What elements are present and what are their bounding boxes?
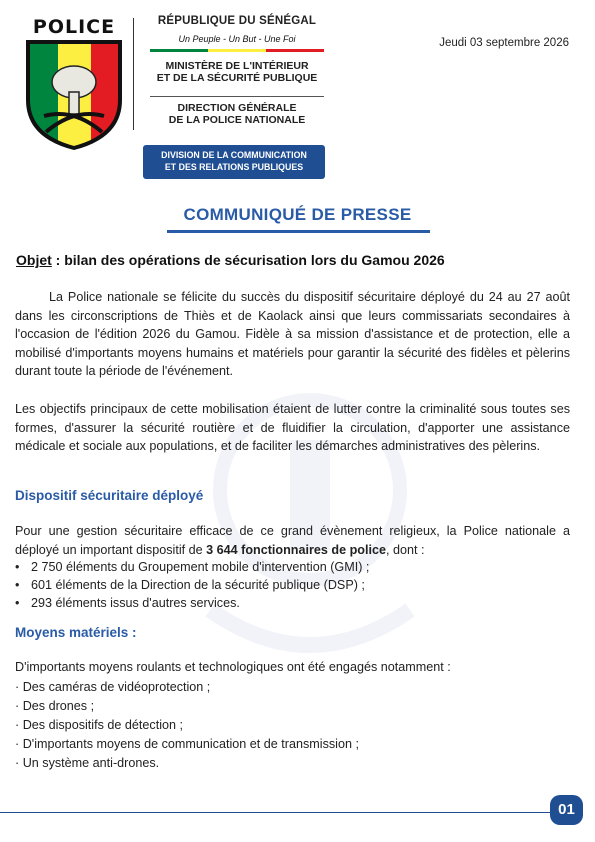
police-logo <box>20 16 128 136</box>
division-badge <box>143 145 325 179</box>
document-date: Jeudi 03 septembre 2026 <box>439 37 569 49</box>
flag-color-rule <box>150 49 324 52</box>
ministry-name <box>138 60 336 84</box>
list-item-text: 293 éléments issus d'autres services. <box>31 596 240 610</box>
list-item: · Un système anti-drones. <box>15 756 160 770</box>
list-item: · D'importants moyens de communication et de transmission ; <box>15 737 359 751</box>
list-item: · Des dispositifs de détection ; <box>15 718 183 732</box>
header-separator <box>150 96 324 97</box>
subject-text: bilan des opérations de sécurisation lors du Gamou 2026 <box>64 252 445 268</box>
page-number: 01 <box>550 795 583 825</box>
division-line-2: ET DES RELATIONS PUBLIQUES <box>164 161 304 172</box>
dispositif-text-start: Pour une gestion sécuritaire efficace de ce grand évènement religieux, la Police nationale a déployé un important dispositif de <box>15 524 570 557</box>
section-heading-moyens: Moyens matériels : <box>15 625 137 640</box>
bullet-icon: • <box>15 596 20 610</box>
direction-name <box>138 102 336 126</box>
ministry-line-2: ET DE LA SÉCURITÉ PUBLIQUE <box>156 72 318 84</box>
list-item: · Des drones ; <box>15 699 95 713</box>
list-item-text: 2 750 éléments du Groupement mobile d'intervention (GMI) ; <box>31 560 370 574</box>
page-title: COMMUNIQUÉ DE PRESSE <box>183 205 412 224</box>
direction-line-2: DE LA POLICE NATIONALE <box>168 114 306 126</box>
dispositif-total: 3 644 fonctionnaires de police <box>206 542 386 557</box>
paragraph-objectives: Les objectifs principaux de cette mobilisation étaient de lutter contre la criminalité sous toutes ses formes, d'assurer la sécurité routière et de fluidifier la circulation, d'apporter une assistance médicale et sociale aux populations, et de faciliter les démarches administratives des pèlerins. <box>15 402 570 454</box>
section-heading-dispositif: Dispositif sécuritaire déployé <box>15 488 204 503</box>
paragraph-moyens: D'importants moyens roulants et technologiques ont été engagés notamment : <box>15 660 451 674</box>
logo-wordmark: POLICE <box>32 16 116 38</box>
subject-label: Objet <box>16 252 52 268</box>
police-shield-icon <box>24 38 124 152</box>
list-item <box>15 558 369 577</box>
title-underline <box>167 230 430 233</box>
footer-rule <box>0 812 550 813</box>
subject-separator: : <box>51 252 65 268</box>
bullet-icon: • <box>15 560 20 574</box>
paragraph-intro: La Police nationale se félicite du succès du dispositif sécuritaire déployé du 24 au 27 août dans les circonscriptions de Thiès et de Kaolack ainsi que leurs commissariats secondaires à l'occasion de l'édition 2026 du Gamou. Fidèle à sa mission d'assistance et de protection, elle a mobilisé d'importants moyens humains et matériels pour garantir la sécurité des fidèles et pèlerins durant toute la période de l'événement. <box>15 290 570 379</box>
paragraph-dispositif <box>15 522 570 559</box>
bullet-icon: • <box>15 578 20 592</box>
list-item <box>15 594 240 613</box>
header-divider <box>133 18 134 130</box>
subject-line <box>16 252 445 268</box>
dispositif-text-end: , dont : <box>386 542 425 557</box>
list-item-text: 601 éléments de la Direction de la sécurité publique (DSP) ; <box>31 578 365 592</box>
division-line-1: DIVISION DE LA COMMUNICATION <box>161 150 307 160</box>
direction-line-1: DIRECTION GÉNÉRALE <box>177 102 297 114</box>
list-item <box>15 576 365 595</box>
list-item: · Des caméras de vidéoprotection ; <box>15 680 211 694</box>
national-motto: Un Peuple - Un But - Une Foi <box>178 34 296 44</box>
republic-name: RÉPUBLIQUE DU SÉNÉGAL <box>157 15 317 27</box>
ministry-line-1: MINISTÈRE DE L'INTÉRIEUR <box>165 60 309 72</box>
